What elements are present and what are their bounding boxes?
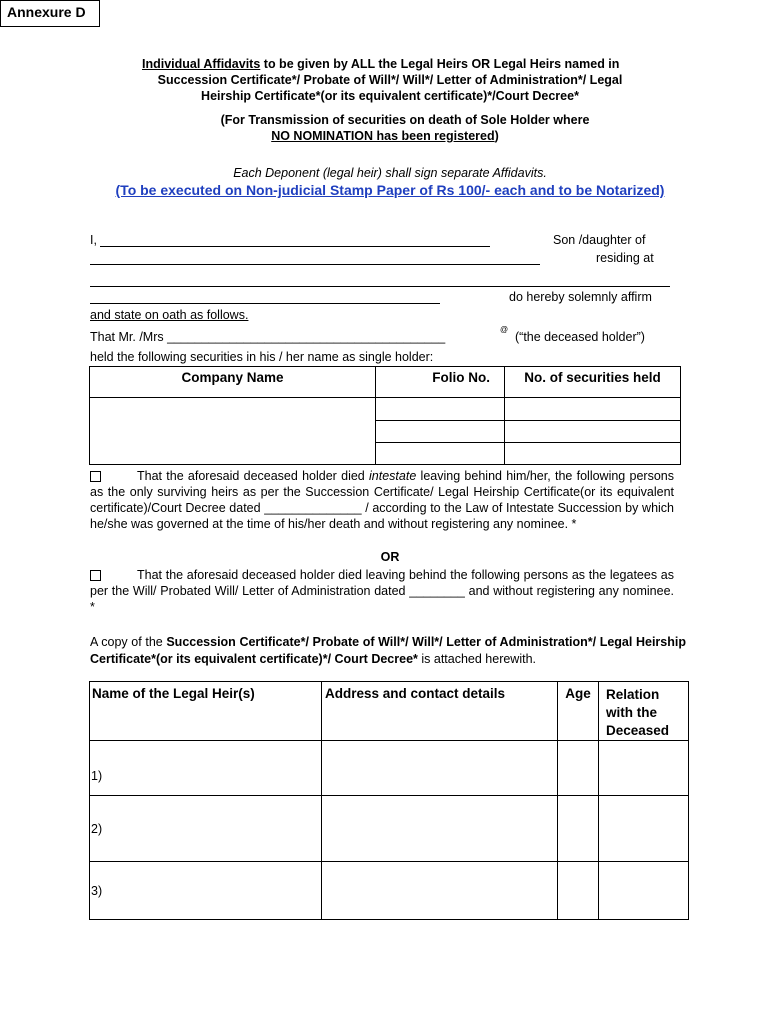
folio-cell-3[interactable] — [376, 443, 505, 465]
copy-suffix: is attached herewith. — [417, 652, 537, 666]
securities-cell-1[interactable] — [505, 398, 681, 421]
relation-cell[interactable] — [599, 862, 689, 920]
will-text: That the aforesaid deceased holder died leaving behind the following persons as the legatees as per the Will/ Probated Will/ Letter of Administration dated ________ and without registering any nominee. * — [90, 568, 674, 614]
title-rest: to be given by ALL the Legal Heirs OR Legal Heirs named in — [260, 57, 620, 71]
copy-attached-paragraph — [90, 634, 686, 668]
table-row — [90, 741, 689, 796]
held-securities-label: held the following securities in his / her name as single holder: — [90, 350, 434, 364]
title-line3: Heirship Certificate*(or its equivalent certificate)*/Court Decree* — [201, 89, 579, 103]
table-row — [90, 796, 689, 862]
intestate-text-b: leaving behind him/her, the following persons as the only surviving heirs as per the Succession Certificate/ Legal Heirship Certificate(or its equivalent certificate)/Court Decree dated ______________ / according to the Law of Intestate Succession by which he/she was governed at the time of his/her death and without registering any nominee. * — [90, 469, 674, 531]
header-no-of-securities: No. of securities held — [505, 367, 681, 398]
deponent-instruction: Each Deponent (legal heir) shall sign separate Affidavits. — [233, 166, 547, 180]
header-legal-heir-name: Name of the Legal Heir(s) — [90, 682, 322, 741]
age-cell[interactable] — [558, 741, 599, 796]
or-label: OR — [380, 550, 400, 564]
folio-cell-2[interactable] — [376, 421, 505, 443]
age-cell[interactable] — [558, 796, 599, 862]
header-relation: Relation with the Deceased — [599, 682, 689, 741]
stamp-paper-note: (To be executed on Non-judicial Stamp Paper of Rs 100/- each and to be Notarized) — [115, 182, 665, 198]
title-line2: Succession Certificate*/ Probate of Will*/ Will*/ Letter of Administration*/ Legal — [157, 73, 623, 87]
residing-label: residing at — [596, 251, 654, 265]
intestate-checkbox[interactable] — [90, 471, 101, 482]
table-row — [90, 862, 689, 920]
title-underlined: Individual Affidavits — [142, 57, 261, 71]
securities-table — [89, 366, 681, 465]
annexure-label: Annexure D — [0, 0, 100, 27]
header-age: Age — [558, 682, 599, 741]
document-title — [90, 56, 690, 144]
heir-row-label: 1) — [90, 741, 322, 796]
securities-cell-2[interactable] — [505, 421, 681, 443]
folio-cell-1[interactable] — [376, 398, 505, 421]
securities-cell-3[interactable] — [505, 443, 681, 465]
will-checkbox[interactable] — [90, 570, 101, 581]
company-name-cell[interactable] — [90, 398, 376, 465]
intestate-text-a: That the aforesaid deceased holder died — [137, 469, 370, 483]
deceased-holder-label: (“the deceased holder”) — [515, 330, 645, 344]
copy-documents: Succession Certificate*/ Probate of Will*/ Will*/ Letter of Administration*/ Legal Heirship Certificate*(or its equivalent certificate)*/ Court Decree* — [90, 635, 686, 666]
i-label: I, — [90, 233, 97, 247]
heir-row-label: 3) — [90, 862, 322, 920]
intestate-paragraph — [90, 468, 674, 532]
age-cell[interactable] — [558, 862, 599, 920]
address-cell[interactable] — [322, 741, 558, 796]
header-folio-no: Folio No. — [376, 367, 505, 398]
will-paragraph — [90, 567, 674, 615]
relation-cell[interactable] — [599, 796, 689, 862]
address-cell[interactable] — [322, 796, 558, 862]
relation-cell[interactable] — [599, 741, 689, 796]
affirm-label: do hereby solemnly affirm — [509, 290, 652, 304]
address-blank-1[interactable] — [90, 286, 670, 287]
parent-blank[interactable] — [90, 264, 540, 265]
copy-prefix: A copy of the — [90, 635, 167, 649]
title-sub2-end: ) — [494, 129, 499, 143]
legal-heirs-table — [89, 681, 689, 920]
address-blank-2[interactable] — [90, 303, 440, 304]
intestate-word: intestate — [369, 469, 417, 483]
header-address: Address and contact details — [322, 682, 558, 741]
heir-row-label: 2) — [90, 796, 322, 862]
header-company-name: Company Name — [90, 367, 376, 398]
address-cell[interactable] — [322, 862, 558, 920]
name-blank[interactable] — [100, 246, 490, 247]
at-superscript: @ — [500, 325, 509, 334]
state-on-oath: and state on oath as follows. — [90, 308, 249, 322]
son-daughter-label: Son /daughter of — [553, 233, 646, 247]
title-sub1: (For Transmission of securities on death of Sole Holder where — [220, 113, 590, 127]
title-sub2: NO NOMINATION has been registered — [271, 129, 495, 143]
that-mr-mrs: That Mr. /Mrs ________________________________________ — [90, 330, 446, 344]
